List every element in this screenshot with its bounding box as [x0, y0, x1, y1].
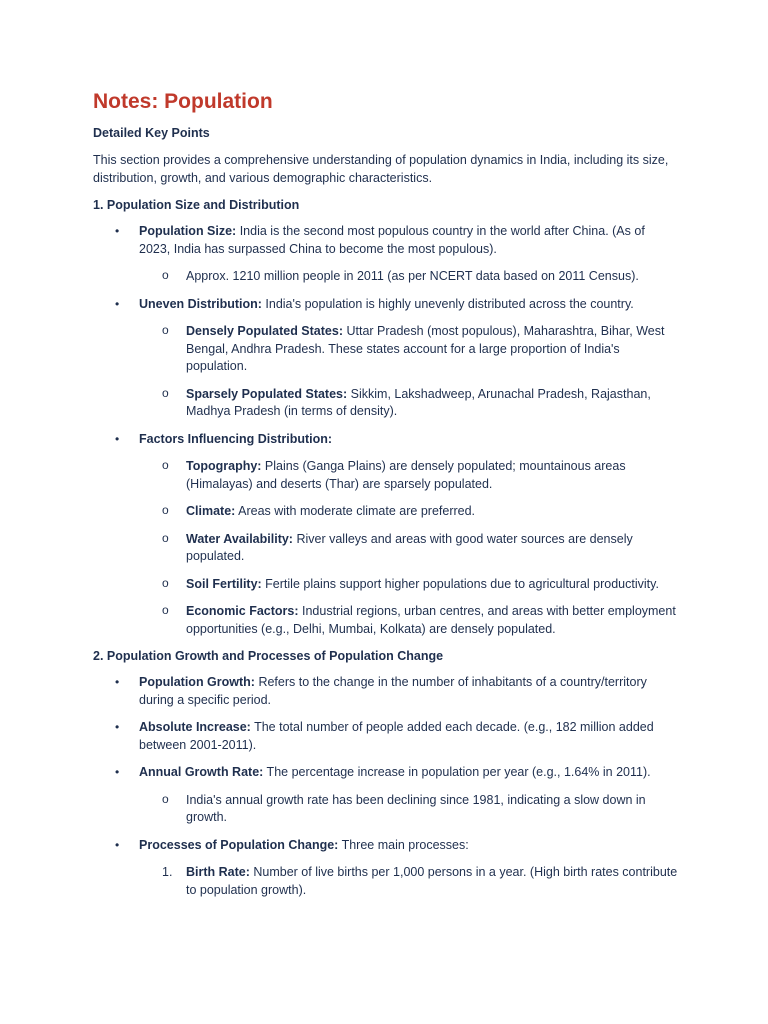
sub-item-climate	[93, 503, 678, 521]
sub-item-sparsely-populated	[93, 386, 678, 421]
bullet-icon: •	[115, 720, 120, 734]
list-item-factors	[93, 431, 678, 639]
term-label: Topography:	[186, 459, 262, 473]
term-label: Uneven Distribution:	[139, 296, 262, 311]
item-text: Number of live births per 1,000 persons in a year. (High birth rates contribute to population growth).	[186, 865, 678, 897]
bullet-icon: •	[115, 296, 120, 311]
term-label: Factors Influencing Distribution:	[139, 431, 333, 446]
sub-bullet-icon: o	[162, 268, 169, 282]
item-text: Approx. 1210 million people in 2011 (as per NCERT data based on 2011 Census).	[186, 269, 639, 283]
item-text: Refers to the change in the number of inhabitants of a country/territory during a specific period.	[139, 675, 647, 707]
list-item-population-growth	[93, 674, 678, 709]
sub-bullet-icon: o	[162, 458, 169, 472]
item-text: Industrial regions, urban centres, and areas with better employment opportunities (e.g., Delhi, Mumbai, Kolkata) are densely populated.	[186, 604, 676, 636]
section-1-heading: 1. Population Size and Distribution	[93, 198, 300, 212]
list-item-population-size	[93, 223, 678, 286]
bullet-icon: •	[115, 675, 120, 689]
sub-bullet-icon: o	[162, 603, 169, 617]
list-number: 1.	[162, 865, 173, 879]
item-text: Plains (Ganga Plains) are densely populated; mountainous areas (Himalayas) and deserts (Thar) are sparsely populated.	[186, 459, 626, 491]
term-label: Economic Factors:	[186, 604, 299, 618]
intro-paragraph: This section provides a comprehensive understanding of population dynamics in India, including its size, distribution, growth, and various demographic characteristics.	[93, 153, 669, 185]
term-label: Annual Growth Rate:	[139, 765, 264, 779]
item-text: India is the second most populous country in the world after China. (As of 2023, India has surpassed China to become the most populous).	[139, 224, 645, 256]
list-item-annual-growth-rate	[93, 764, 678, 827]
page-title: Notes: Population	[93, 90, 273, 113]
section-2-heading: 2. Population Growth and Processes of Population Change	[93, 649, 444, 663]
term-label: Water Availability:	[186, 531, 293, 546]
term-label: Birth Rate:	[186, 865, 250, 879]
sub-item-approx	[93, 268, 678, 286]
section-2-list	[93, 674, 678, 899]
sub-item-soil	[93, 576, 678, 594]
item-text: Uttar Pradesh (most populous), Maharashtra, Bihar, West Bengal, Andhra Pradesh. These states account for a large proportion of India's population.	[186, 324, 665, 373]
sub-bullet-icon: o	[162, 385, 169, 400]
sub-item-birth-rate	[93, 864, 678, 899]
term-label: Sparsely Populated States:	[186, 386, 348, 401]
sub-bullet-icon: o	[162, 530, 169, 545]
term-label: Processes of Population Change:	[139, 837, 339, 852]
bullet-icon: •	[115, 765, 120, 779]
subtitle: Detailed Key Points	[93, 126, 210, 140]
term-label: Population Size:	[139, 224, 237, 238]
sub-bullet-icon: o	[162, 575, 169, 590]
list-item-absolute-increase	[93, 719, 678, 754]
notes-content	[93, 89, 678, 909]
bullet-icon: •	[115, 431, 120, 446]
sub-bullet-icon: o	[162, 791, 169, 806]
sub-item-economic	[93, 603, 678, 638]
item-text: India's population is highly unevenly distributed across the country.	[261, 296, 634, 311]
item-text: The percentage increase in population per year (e.g., 1.64% in 2011).	[263, 765, 651, 779]
term-label: Absolute Increase:	[139, 720, 251, 734]
sub-bullet-icon: o	[162, 503, 169, 517]
section-1-list	[93, 223, 678, 638]
bullet-icon: •	[115, 224, 120, 238]
item-text: The total number of people added each decade. (e.g., 182 million added between 2001-2011).	[139, 720, 654, 752]
sub-item-water	[93, 531, 678, 566]
term-label: Densely Populated States:	[186, 324, 343, 338]
item-text: India's annual growth rate has been declining since 1981, indicating a slow down in growth.	[186, 792, 646, 824]
sub-item-topography	[93, 458, 678, 493]
term-label: Soil Fertility:	[186, 576, 262, 591]
term-label: Population Growth:	[139, 675, 255, 689]
item-text: Areas with moderate climate are preferred.	[235, 504, 476, 518]
sub-item-declining-rate	[93, 792, 678, 827]
sub-bullet-icon: o	[162, 323, 169, 337]
item-text: Three main processes:	[338, 837, 469, 852]
term-label: Climate:	[186, 504, 236, 518]
item-text: River valleys and areas with good water sources are densely populated.	[186, 531, 633, 563]
list-item-uneven-distribution	[93, 296, 678, 421]
bullet-icon: •	[115, 837, 120, 852]
list-item-processes	[93, 837, 678, 900]
sub-item-densely-populated	[93, 323, 678, 376]
item-text: Fertile plains support higher populations due to agricultural productivity.	[261, 576, 659, 591]
item-text: Sikkim, Lakshadweep, Arunachal Pradesh, Rajasthan, Madhya Pradesh (in terms of density).	[186, 386, 651, 418]
